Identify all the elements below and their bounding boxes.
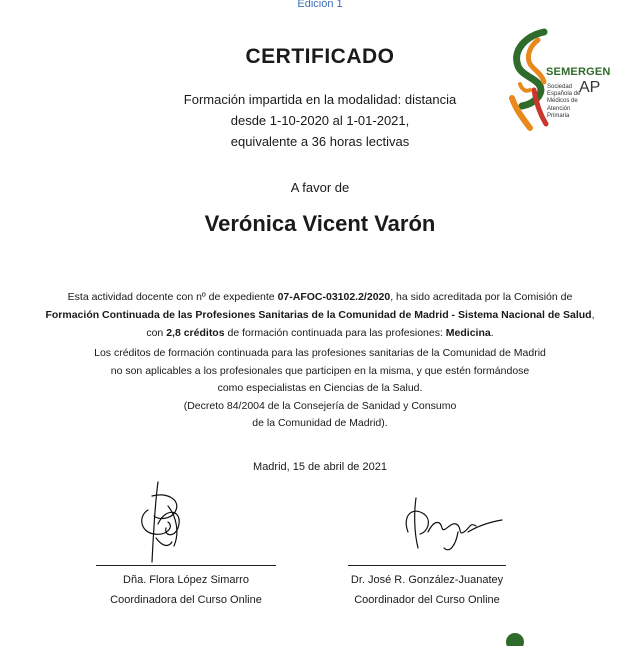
place-and-date: Madrid, 15 de abril de 2021 — [253, 461, 387, 473]
note-line: Los créditos de formación continuada para las profesiones sanitarias de la Comunidad de Madrid — [94, 347, 546, 359]
para-text: . — [490, 327, 494, 339]
signature-1 — [128, 476, 208, 568]
hours-line: equivalente a 36 horas lectivas — [230, 134, 410, 149]
signatory-role-2: Coordinador del Curso Online — [354, 594, 500, 606]
logo-subtitle — [547, 84, 587, 120]
dates-line: desde 1-10-2020 al 1-01-2021, — [230, 113, 410, 128]
para-text: , con — [146, 309, 595, 339]
signature-2 — [398, 492, 508, 562]
modalidad-line: Formación impartida en la modalidad: distancia — [183, 92, 457, 107]
logo-sub-line: Médicos de — [547, 98, 578, 105]
logo-sub-line: Atención Primaria — [547, 105, 571, 119]
logo-brand: SEMERGEN — [546, 66, 611, 78]
commission-name: Formación Continuada de las Profesiones Sanitarias de la Comunidad de Madrid - Sistema Nacional de Salud — [45, 309, 592, 321]
signature-line-1 — [96, 565, 276, 566]
certificate-title: CERTIFICADO — [245, 45, 395, 68]
logo-ap: AP — [579, 79, 601, 96]
logo-sub-line: Española de — [547, 91, 581, 98]
para-text: de formación continuada para las profesiones: — [224, 327, 446, 339]
profession: Medicina — [445, 327, 491, 339]
logo-sub-line: Sociedad — [547, 84, 573, 90]
in-favor-of-label: A favor de — [290, 180, 350, 195]
signatory-name-2: Dr. José R. González-Juanatey — [350, 574, 504, 586]
signatory-name-1: Dña. Flora López Simarro — [123, 574, 249, 586]
recipient-name: Verónica Vicent Varón — [204, 211, 436, 236]
note-line: como especialistas en Ciencias de la Salud. — [217, 382, 423, 394]
signature-line-2 — [348, 565, 506, 566]
note-line: no son aplicables a los profesionales que participen en la misma, y que estén formándose — [110, 364, 530, 377]
credits-note-paragraph — [40, 345, 600, 433]
footer-logo-icon — [500, 626, 530, 646]
note-line: (Decreto 84/2004 de la Consejería de Sanidad y Consumo — [183, 399, 457, 412]
accreditation-paragraph — [40, 288, 600, 342]
note-line: de la Comunidad de Madrid). — [252, 417, 388, 429]
edition-label: Edición 1 — [297, 0, 343, 10]
signatory-role-1: Coordinadora del Curso Online — [110, 594, 262, 606]
para-text: Esta actividad docente con nº de expediente — [67, 291, 278, 303]
training-details — [120, 89, 520, 152]
credits-value: 2,8 créditos — [166, 327, 225, 339]
expediente-number: 07-AFOC-03102.2/2020 — [277, 291, 391, 303]
para-text: , ha sido acreditada por la Comisión de — [390, 291, 573, 303]
